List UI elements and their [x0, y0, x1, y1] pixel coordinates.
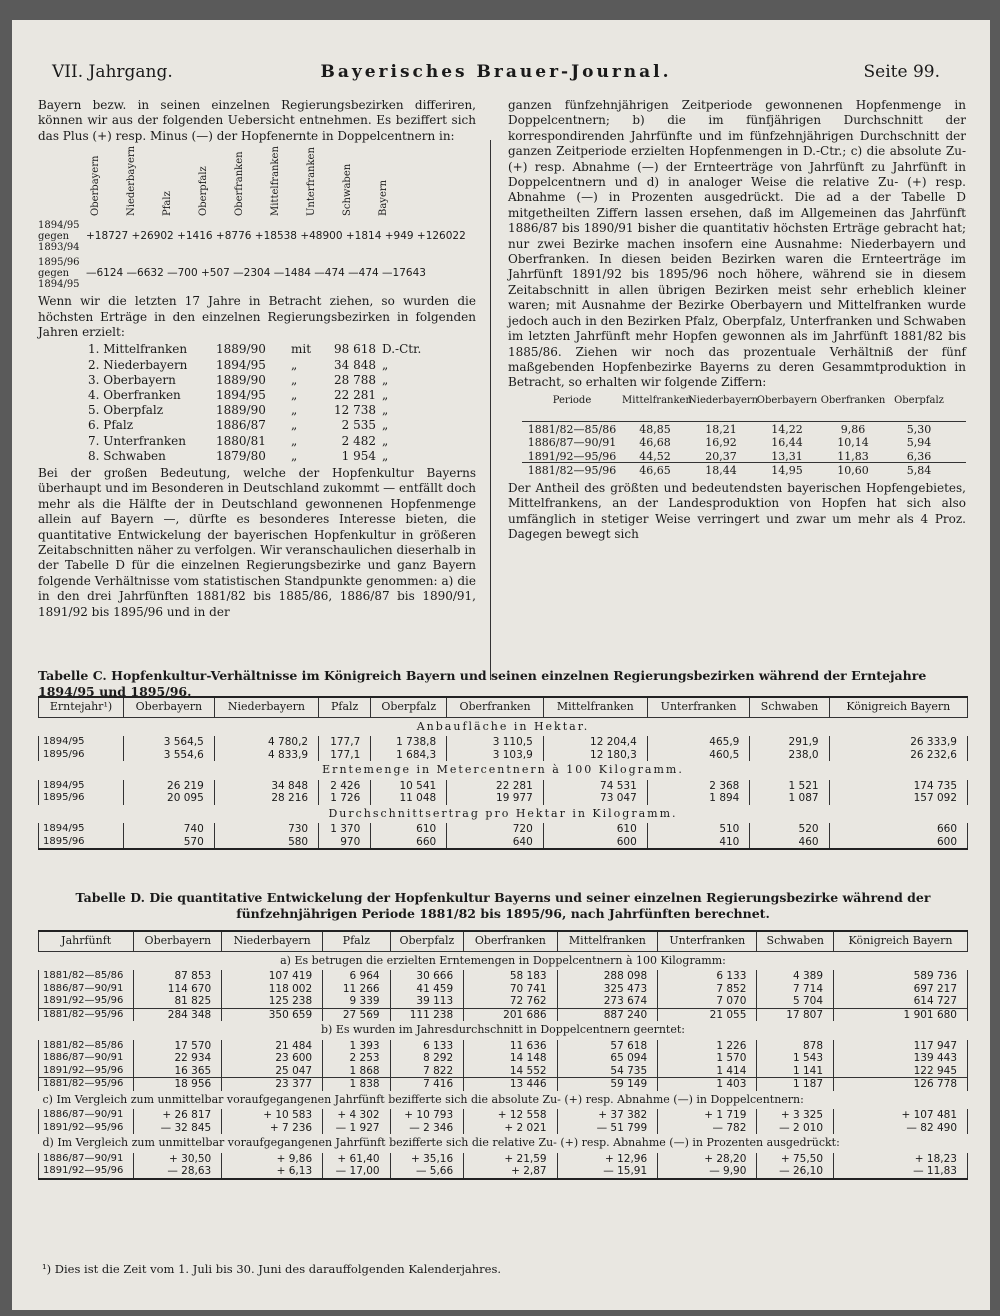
table-row: 1886/87—90/91 114 670 118 002 11 266 41 459 70 741 325 473 7 852 7 714 697 217 [39, 983, 968, 996]
table-row: 1891/92—95/96 — 32 845 + 7 236 — 1 927 — 2 346 + 2 021 — 51 799 — 782 — 2 010 — 82 490 [39, 1122, 968, 1135]
table-row: 1891/92—95/96 81 825 125 238 9 339 39 113 72 762 273 674 7 070 5 704 614 727 [39, 995, 968, 1008]
column-divider [490, 140, 491, 680]
table-row: 1894/95 740 730 1 370 610 720 610 510 520 660 [39, 823, 968, 836]
table-section-heading: Erntemenge in Metercentnern à 100 Kilogramm. [322, 763, 684, 776]
table-c-header: Erntejahr¹) Oberbayern Niederbayern Pfalz Oberpfalz Oberfranken Mittelfranken Unterfranken Schwaben Königreich Bayern [39, 697, 968, 717]
table-section-heading: Anbaufläche in Hektar. [416, 719, 590, 733]
table-row: 1891/92—95/96 16 365 25 047 1 868 7 822 14 552 54 735 1 414 1 141 122 945 [39, 1065, 968, 1078]
table-row: 1886/87—90/91 + 26 817 + 10 583 + 4 302 + 10 793 + 12 558 + 37 382 + 1 719 + 3 325 + 107 481 [39, 1109, 968, 1122]
ranking-row: 6. Pfalz 1886/87 „ 2 535 „ [88, 418, 389, 433]
difference-row: 1895/96 gegen 1894/95 —6124 —6632 —700 +507 —2304 —1484 —474 —474 —17643 [38, 257, 426, 291]
table-section-heading: a) Es betrugen die erzielten Erntemengen in Doppelcentnern à 100 Kilogramm: [280, 953, 726, 967]
share-row: 1886/87—90/91 46,68 16,92 16,44 10,14 5,94 [527, 436, 932, 450]
ranking-row: 3. Oberbayern 1889/90 „ 28 788 „ [88, 372, 389, 387]
ranking-row: 5. Oberpfalz 1889/90 „ 12 738 „ [88, 403, 389, 418]
footnote: ¹) Dies ist die Zeit vom 1. Juli bis 30. Juni des darauffolgenden Kalenderjahres. [42, 1262, 502, 1276]
ranking-row: 7. Unterfranken 1880/81 „ 2 482 „ [88, 433, 389, 448]
left-intro: Bayern bezw. in seinen einzelnen Regierungsbezirken differiren, können wir aus der folgenden Uebersicht entnehmen. Es beziffert sich das Plus (+) resp. Minus (—) der Hopfenernte in Doppelcentnern in: [38, 98, 476, 143]
right-body: Der Antheil des größten und bedeutendsten bayerischen Hopfengebietes, Mittelfrankens, an der Landesproduktion von Hopfen hat sich also umfänglich in stetiger Weise verringert und zwar um mehr als 4 Proz. Dagegen bewegt sich [508, 480, 966, 541]
difference-table-headers: Oberbayern Niederbayern Pfalz Oberpfalz Oberfranken Mittelfranken Unterfranken Schwaben Bayern [90, 146, 389, 217]
share-row: 1881/82—95/96 46,65 18,44 14,95 10,60 5,84 [527, 464, 932, 478]
table-row: 1895/96 3 554,6 4 833,9 177,1 1 684,3 3 103,9 12 180,3 460,5 238,0 26 232,6 [39, 749, 968, 762]
table-section-heading: c) Im Vergleich zum unmittelbar voraufgegangenen Jahrfünft bezifferte sich die absolute Zu- (+) resp. Abnahme (—) in Doppelcentnern: [42, 1092, 804, 1106]
right-intro: ganzen fünfzehnjährigen Zeitperiode gewonnenen Hopfenmenge in Doppelcentnern; b) die im fünfjährigen Durchschnitt der korrespondirenden Jahrfünfte und im fünfzehnjährigen Durchschnitt der ganzen Zeitperiode erzielten Hopfenmengen in D.-Ctr.; c) die absolute Zu- (+) resp. Abnahme (—) der Ernteerträge von Jahrfünft zu Jahrfünft in Doppelcentnern und d) in analoger Weise die relative Zu- (+) resp. Abnahme (—) in Prozenten ausgedrückt. Die ad a der Tabelle D mitgetheilten Ziffern lassen ersehen, daß im Allgemeinen das Jahrfünft 1886/87 bis 1890/91 bisher die quantitativ höchsten Erträge gebracht hat; nur zwei Bezirke machen insofern eine Ausnahme: Niederbayern und Oberfranken. In diesen beiden Bezirken waren die Ernteerträge im Jahrfünft 1891/92 bis 1895/96 noch höhere, während sie in diesem Zeitabschnitt in allen übrigen Bezirken meist sehr erheblich kleiner waren; mit Ausnahme der Bezirke Oberbayern und Mittelfranken wurde jedoch auch in den Bezirken Pfalz, Oberpfalz, Unterfranken und Schwaben im letzten Jahrfünft mehr Hopfen gewonnen als im Jahrfünft 1881/82 bis 1885/86. Ziehen wir noch das prozentuale Verhältniß der fünf maßgebenden Hopfenbezirke Bayerns zu deren Gesammtproduktion in Betracht, so erhalten wir folgende Ziffern: [508, 98, 966, 390]
table-row: 1886/87—90/91 22 934 23 600 2 253 8 292 14 148 65 094 1 570 1 543 139 443 [39, 1052, 968, 1065]
ranking-list [88, 342, 476, 464]
share-table [522, 395, 966, 477]
ranking-row: 1. Mittelfranken 1889/90 mit 98 618 D.-Ctr. [88, 342, 422, 357]
table-section-heading: Durchschnittsertrag pro Hektar in Kilogramm. [328, 806, 678, 820]
volume-label: VII. Jahrgang. [52, 62, 173, 82]
table-row: 1894/95 26 219 34 848 2 426 10 541 22 281 74 531 2 368 1 521 174 735 [39, 780, 968, 793]
table-d-header: Jahrfünft Oberbayern Niederbayern Pfalz Oberpfalz Oberfranken Mittelfranken Unterfranken Schwaben Königreich Bayern [39, 931, 968, 951]
table-total-row: 1881/82—95/96 284 348 350 659 27 569 111 238 201 686 887 240 21 055 17 807 1 901 680 [39, 1008, 968, 1021]
left-body: Bei der großen Bedeutung, welche der Hopfenkultur Bayerns überhaupt und im Besonderen in Deutschland zukommt — entfällt doch mehr als die Hälfte der in Deutschland gewonnenen Hopfenmenge allein auf Bayern —, dürfte es besonderes Interesse bieten, die quantitative Entwickelung der bayerischen Hopfenkultur in größeren Zeitabschnitten näher zu verfolgen. Wir veranschaulichen dieserhalb in der Tabelle D für die einzelnen Regierungsbezirke und ganz Bayern folgende Verhältnisse vom statistischen Standpunkte genommen: a) die in den drei Jahrfünften 1881/82 bis 1885/86, 1886/87 bis 1890/91, 1891/92 bis 1895/96 und in der [38, 465, 476, 619]
share-table-header: Periode Mittelfranken Niederbayern Oberbayern Oberfranken Oberpfalz [552, 394, 944, 406]
table-d-title: Tabelle D. Die quantitative Entwickelung der Hopfenkultur Bayerns und seiner einzelnen Regierungsbezirke während der fünfzehnjährigen Periode 1881/82 bis 1895/96, nach Jahrfünften berechnet. [75, 890, 931, 921]
journal-page [12, 20, 990, 1310]
table-c [38, 696, 968, 850]
table-total-row: 1881/82—95/96 18 956 23 377 1 838 7 416 13 446 59 149 1 403 1 187 126 778 [39, 1078, 968, 1091]
difference-row: 1894/95 gegen 1893/94 +18727 +26902 +1416 +8776 +18538 +48900 +1814 +949 +126022 [38, 220, 466, 254]
page-number: Seite 99. [863, 62, 940, 82]
left-column [38, 98, 476, 620]
ranking-row: 8. Schwaben 1879/80 „ 1 954 „ [88, 448, 389, 463]
table-row: 1881/82—85/86 87 853 107 419 6 964 30 666 58 183 288 098 6 133 4 389 589 736 [39, 970, 968, 983]
table-d [38, 930, 968, 1180]
left-ranking-intro: Wenn wir die letzten 17 Jahre in Betracht ziehen, so wurden die höchsten Erträge in den einzelnen Regierungsbezirken in folgenden Jahren erzielt: [38, 294, 476, 340]
table-row: 1881/82—85/86 17 570 21 484 1 393 6 133 11 636 57 618 1 226 878 117 947 [39, 1040, 968, 1053]
right-column [508, 98, 966, 542]
table-row: 1895/96 20 095 28 216 1 726 11 048 19 977 73 047 1 894 1 087 157 092 [39, 792, 968, 805]
journal-title: Bayerisches Brauer-Journal. [320, 62, 672, 82]
table-c-title: Tabelle C. Hopfenkultur-Verhältnisse im Königreich Bayern und seinen einzelnen Regierungsbezirken während der Erntejahre 1894/95 und 1895/96. [38, 668, 927, 699]
ranking-row: 2. Niederbayern 1894/95 „ 34 848 „ [88, 357, 389, 372]
share-row: 1891/92—95/96 44,52 20,37 13,31 11,83 6,36 [527, 449, 932, 463]
table-section-heading: b) Es wurden im Jahresdurchschnitt in Doppelcentnern geerntet: [321, 1023, 685, 1036]
table-section-heading: d) Im Vergleich zum unmittelbar voraufgegangenen Jahrfünft bezifferte sich die relative Zu- (+) resp. Abnahme (—) in Prozenten ausgedrückt: [42, 1136, 840, 1149]
ranking-row: 4. Oberfranken 1894/95 „ 22 281 „ [88, 388, 389, 402]
table-row: 1891/92—95/96 — 28,63 + 6,13 — 17,00 — 5,66 + 2,87 — 15,91 — 9,90 — 26,10 — 11,83 [39, 1165, 968, 1179]
difference-table [38, 148, 476, 290]
table-row: 1886/87—90/91 + 30,50 + 9,86 + 61,40 + 35,16 + 21,59 + 12,96 + 28,20 + 75,50 + 18,23 [39, 1153, 968, 1166]
table-row: 1894/95 3 564,5 4 780,2 177,7 1 738,8 3 110,5 12 204,4 465,9 291,9 26 333,9 [39, 736, 968, 749]
share-row: 1881/82—85/86 48,85 18,21 14,22 9,86 5,30 [527, 422, 932, 436]
table-row: 1895/96 570 580 970 660 640 600 410 460 600 [39, 836, 968, 850]
running-head [52, 62, 940, 90]
